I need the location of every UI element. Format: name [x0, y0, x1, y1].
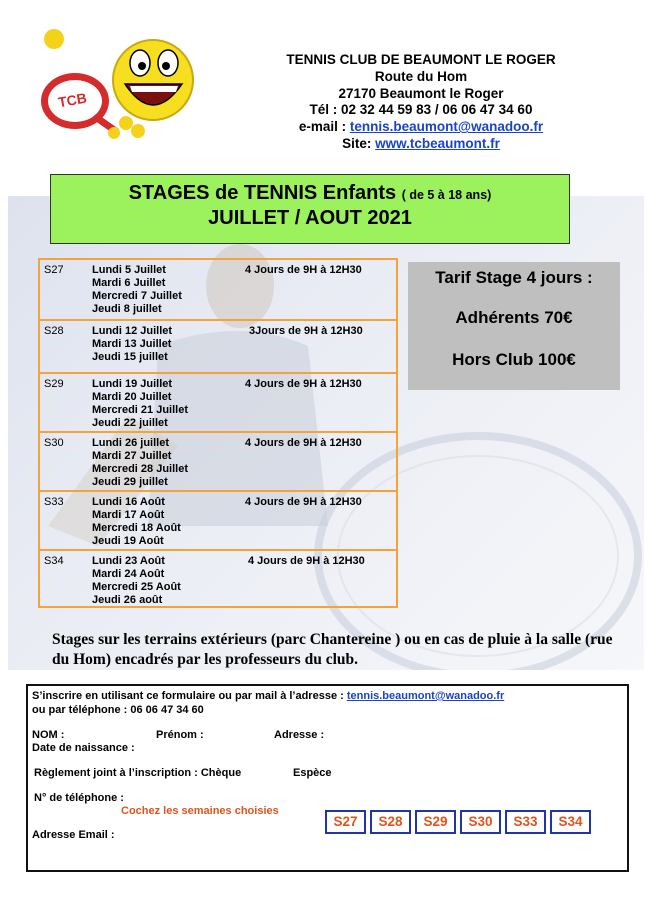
week-day: Mercredi 7 Juillet — [92, 290, 182, 302]
week-days — [92, 555, 181, 607]
form-email-link[interactable]: tennis.beaumont@wanadoo.fr — [346, 690, 505, 702]
week-option-s30[interactable]: S30 — [460, 810, 501, 834]
stages-note: Stages sur les terrains extérieurs (parc Chantereine ) ou en cas de pluie à la salle (rue du Hom) encadrés par les professeurs du club. — [52, 631, 613, 668]
club-name: TENNIS CLUB DE BEAUMONT LE ROGER — [286, 52, 556, 67]
week-day: Mardi 27 Juillet — [92, 450, 172, 462]
week-row — [40, 374, 396, 433]
email-label: e-mail : — [298, 119, 350, 135]
week-row — [40, 551, 396, 606]
week-hours: 4 Jours de 9H à 12H30 — [245, 264, 362, 276]
weeks-schedule — [38, 258, 398, 608]
week-day: Lundi 23 Août — [92, 555, 165, 567]
week-day: Lundi 16 Août — [92, 496, 165, 508]
week-day: Jeudi 8 juillet — [92, 303, 162, 315]
week-day: Jeudi 15 juillet — [92, 351, 168, 363]
phone-line: Tél : 02 32 44 59 83 / 06 06 47 34 60 — [309, 102, 533, 118]
naissance-field-label[interactable]: Date de naissance : — [32, 742, 135, 754]
site-link[interactable]: www.tcbeaumont.fr — [375, 135, 500, 151]
week-hours: 4 Jours de 9H à 12H30 — [245, 437, 362, 449]
title-line-2: JUILLET / AOUT 2021 — [208, 207, 412, 229]
week-option-s29[interactable]: S29 — [415, 810, 456, 834]
week-code: S30 — [44, 437, 64, 449]
cochez-instruction: Cochez les semaines choisies — [121, 805, 279, 817]
week-day: Jeudi 29 juillet — [92, 476, 168, 488]
registration-form — [26, 684, 629, 872]
week-hours: 4 Jours de 9H à 12H30 — [248, 555, 365, 567]
week-code: S28 — [44, 325, 64, 337]
form-phone-line: ou par téléphone : 06 06 47 34 60 — [32, 704, 204, 716]
tarif-adherents: Adhérents 70€ — [455, 308, 573, 327]
week-days — [92, 378, 188, 430]
address-line-1: Route du Hom — [374, 68, 468, 84]
week-days — [92, 496, 181, 548]
week-code: S29 — [44, 378, 64, 390]
form-intro: S’inscrire en utilisant ce formulaire ou par mail à l’adresse : — [32, 690, 347, 702]
address-line-2: 27170 Beaumont le Roger — [338, 85, 504, 101]
week-code: S27 — [44, 264, 64, 276]
site-label: Site: — [342, 135, 376, 151]
week-day: Mardi 24 Août — [92, 568, 165, 580]
week-row — [40, 492, 396, 551]
week-option-s27[interactable]: S27 — [325, 810, 366, 834]
email-line — [240, 119, 602, 136]
week-day: Mercredi 28 Juillet — [92, 463, 188, 475]
email-link[interactable]: tennis.beaumont@wanadoo.fr — [349, 119, 544, 135]
week-row — [40, 260, 396, 321]
week-day: Mardi 6 Juillet — [92, 277, 166, 289]
week-days — [92, 437, 188, 489]
week-row — [40, 321, 396, 374]
week-option-s34[interactable]: S34 — [550, 810, 591, 834]
logo-text: TCB — [56, 89, 88, 111]
prenom-field-label[interactable]: Prénom : — [156, 729, 204, 741]
week-selection — [325, 810, 595, 834]
title-main: STAGES de TENNIS Enfants — [128, 182, 397, 204]
reglement-espece[interactable]: Espèce — [293, 767, 332, 779]
week-hours: 4 Jours de 9H à 12H30 — [245, 496, 362, 508]
week-hours: 4 Jours de 9H à 12H30 — [245, 378, 362, 390]
week-day: Lundi 5 Juillet — [92, 264, 166, 276]
adresse-field-label[interactable]: Adresse : — [274, 729, 325, 741]
week-day: Lundi 12 Juillet — [92, 325, 173, 337]
week-day: Mardi 20 Juillet — [92, 391, 172, 403]
week-day: Mardi 17 Août — [92, 509, 165, 521]
week-code: S33 — [44, 496, 64, 508]
tarif-title: Tarif Stage 4 jours : — [435, 268, 593, 287]
week-day: Mardi 13 Juillet — [92, 338, 172, 350]
week-day: Lundi 26 juillet — [92, 437, 170, 449]
week-day: Mercredi 18 Août — [92, 522, 181, 534]
club-logo — [30, 18, 200, 148]
telephone-field-label[interactable]: N° de téléphone : — [34, 792, 124, 804]
email-field-label[interactable]: Adresse Email : — [32, 829, 115, 841]
week-code: S34 — [44, 555, 64, 567]
tarif-hors-club: Hors Club 100€ — [452, 350, 576, 369]
form-intro-line — [32, 690, 504, 702]
week-day: Jeudi 26 août — [92, 594, 163, 606]
week-day: Jeudi 22 juillet — [92, 417, 168, 429]
stages-title-box — [50, 174, 570, 244]
week-day: Mercredi 25 Août — [92, 581, 181, 593]
week-hours: 3Jours de 9H à 12H30 — [249, 325, 363, 337]
reglement-cheque[interactable]: Règlement joint à l’inscription : Chèque — [34, 767, 242, 779]
nom-field-label[interactable]: NOM : — [32, 729, 65, 741]
week-day: Lundi 19 Juillet — [92, 378, 173, 390]
tarif-box — [408, 262, 620, 390]
site-line — [240, 136, 602, 153]
week-option-s33[interactable]: S33 — [505, 810, 546, 834]
club-header — [240, 52, 602, 153]
week-option-s28[interactable]: S28 — [370, 810, 411, 834]
week-days — [92, 325, 172, 364]
week-day: Jeudi 19 Août — [92, 535, 164, 547]
title-line-1 — [51, 182, 569, 205]
week-days — [92, 264, 182, 316]
week-day: Mercredi 21 Juillet — [92, 404, 188, 416]
title-age-range: ( de 5 à 18 ans) — [401, 188, 492, 202]
week-row — [40, 433, 396, 492]
